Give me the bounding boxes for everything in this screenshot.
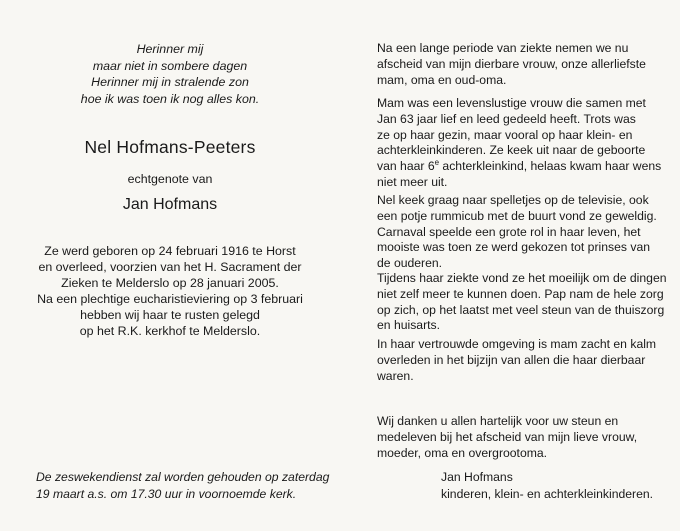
bio-line: Na een plechtige eucharistieviering op 3 februari xyxy=(37,292,303,306)
bio-line: op het R.K. kerkhof te Melderslo. xyxy=(79,324,261,338)
text-line: Carnaval speelde een grote rol in haar leven, het xyxy=(377,224,641,239)
text-line: overleden in het bijzijn van allen die haar dierbaar xyxy=(377,352,646,367)
signature-line: Jan Hofmans xyxy=(441,470,513,484)
text-line: moeder, oma en overgrootoma. xyxy=(377,445,548,460)
text-fragment: van haar 6 xyxy=(377,159,435,174)
bio-line: Ze werd geboren op 24 februari 1916 te Horst xyxy=(44,244,296,258)
text-line: Wij danken u allen hartelijk voor uw steun en xyxy=(377,414,619,428)
bio-line: Zieken te Melderslo op 28 januari 2005. xyxy=(61,276,279,290)
biography xyxy=(20,243,320,339)
text-line: Tijdens haar ziekte vond ze het moeilijk om de dingen xyxy=(377,271,667,285)
spouse-label: echtgenote van xyxy=(127,172,213,186)
text-line: mam, oma en oud-oma. xyxy=(377,72,507,87)
paragraph-family xyxy=(377,96,662,191)
text-line xyxy=(377,158,662,175)
text-line: en huisarts. xyxy=(377,318,441,333)
signature-block xyxy=(441,469,671,502)
ordinal-suffix: e xyxy=(434,158,440,168)
paragraph-thanks xyxy=(377,414,641,461)
text-line: In haar vertrouwde omgeving is mam zacht en kalm xyxy=(377,337,657,351)
paragraph-illness xyxy=(377,271,667,334)
service-line: De zeswekendienst zal worden gehouden op zaterdag xyxy=(36,470,330,484)
text-line: afscheid van mijn dierbare vrouw, onze allerliefste xyxy=(377,56,646,71)
text-line: waren. xyxy=(377,368,414,383)
deceased-name: Nel Hofmans-Peeters xyxy=(84,137,256,157)
service-line: 19 maart a.s. om 17.30 uur in voornoemde kerk. xyxy=(36,486,297,501)
text-line: een potje rummicub met de buurt vond ze geweldig. xyxy=(377,208,657,223)
bio-line: en overleed, voorzien van het H. Sacrament der xyxy=(38,260,302,274)
poem-line: maar niet in sombere dagen xyxy=(92,58,248,73)
text-line: Jan 63 jaar lief en leed gedeeld heeft. Trots was xyxy=(377,111,636,126)
text-line: Nel keek graag naar spelletjes op de televisie, ook xyxy=(377,193,649,207)
text-line: Mam was een levenslustige vrouw die samen met xyxy=(377,96,646,110)
text-line: de ouderen. xyxy=(377,256,443,271)
text-line: mooiste was toen ze werd gekozen tot prinses van xyxy=(377,240,651,255)
signature-line: kinderen, klein- en achterkleinkinderen. xyxy=(441,486,654,501)
text-line: op zich, op het laatst met veel steun van de thuiszorg xyxy=(377,302,665,317)
poem xyxy=(60,41,280,107)
text-line: ze op haar gezin, maar vooral op haar klein- en xyxy=(377,127,633,142)
text-line: niet zelf meer te kunnen doen. Pap nam de hele zorg xyxy=(377,286,664,301)
text-line: niet meer uit. xyxy=(377,174,448,189)
spouse-name: Jan Hofmans xyxy=(122,196,218,213)
paragraph-farewell xyxy=(377,41,646,88)
paragraph-hobbies xyxy=(377,193,657,272)
poem-line: hoe ik was toen ik nog alles kon. xyxy=(80,91,260,106)
bio-line: hebben wij haar te rusten gelegd xyxy=(80,308,260,322)
right-panel xyxy=(340,0,680,531)
memorial-service-note xyxy=(36,469,330,502)
text-line: Na een lange periode van ziekte nemen we nu xyxy=(377,41,629,55)
text-line: achterkleinkinderen. Ze keek uit naar de geboorte xyxy=(377,143,646,158)
paragraph-passing xyxy=(377,337,657,384)
poem-line: Herinner mij xyxy=(136,42,204,56)
poem-line: Herinner mij in stralende zon xyxy=(91,75,249,89)
text-line: medeleven bij het afscheid van mijn lieve vrouw, xyxy=(377,429,638,444)
text-fragment: achterkleinkind, helaas kwam haar wens xyxy=(439,159,662,174)
